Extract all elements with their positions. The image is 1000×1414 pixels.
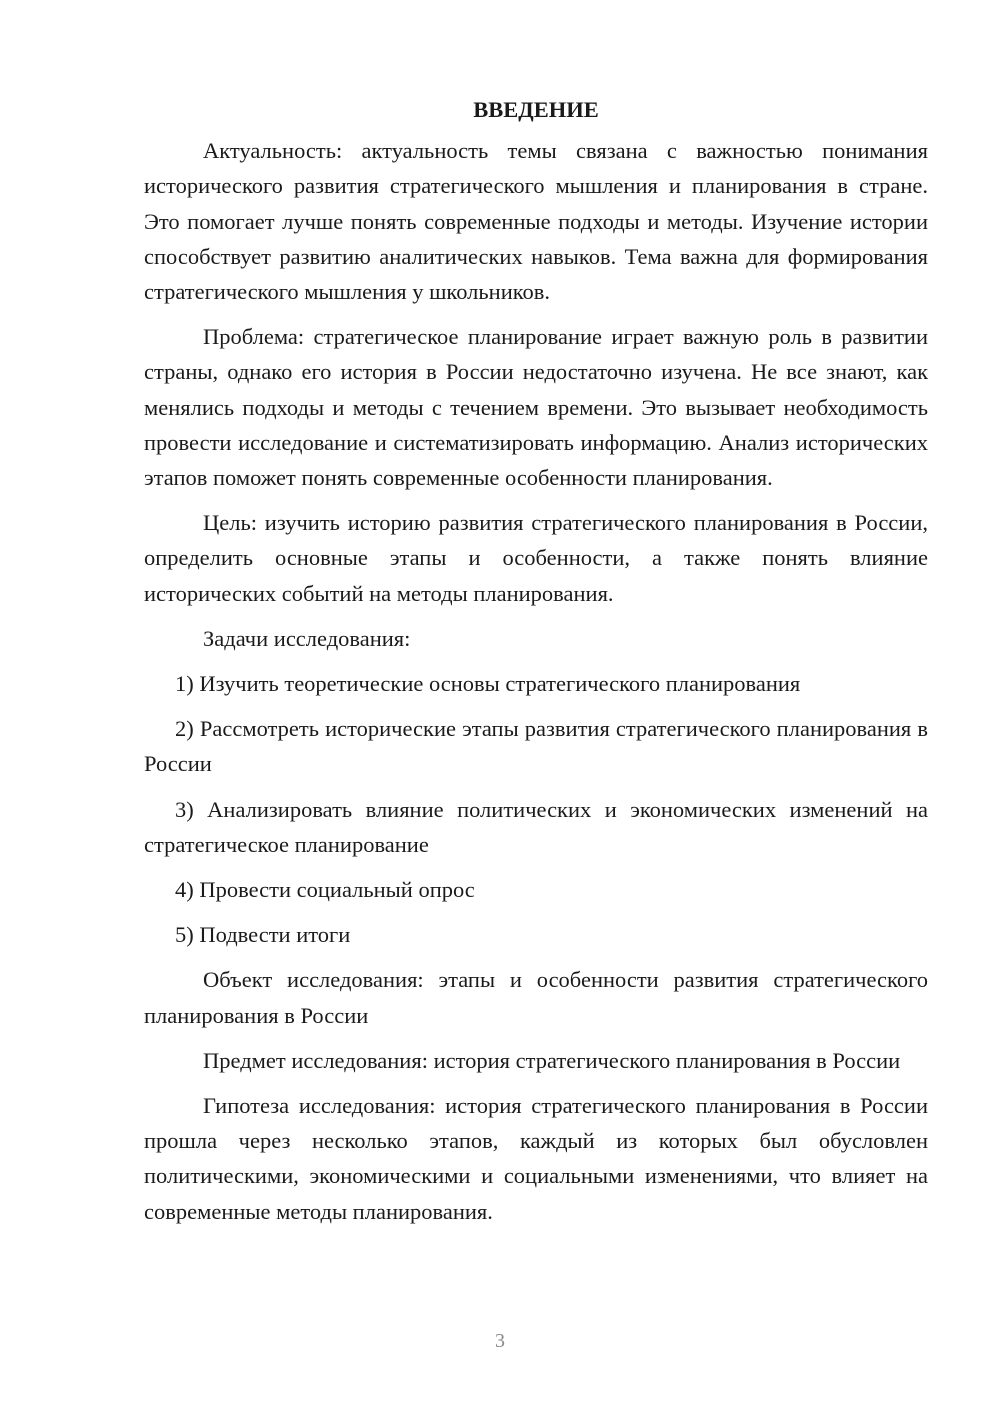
page-number: 3 [495, 1330, 505, 1352]
task-item: 4) Провести социальный опрос [175, 877, 475, 903]
paragraph-hypothesis: Гипотеза исследования: история стратегического планирования в России прошла через несколько этапов, каждый из которых был обусловлен политическими, экономическими и социальными изменениями, что влияет на современные методы планирования. [144, 1093, 928, 1224]
paragraph-object: Объект исследования: этапы и особенности развития стратегического планирования в России [144, 967, 928, 1028]
paragraph-subject: Предмет исследования: история стратегического планирования в России [203, 1047, 901, 1073]
task-item: 2) Рассмотреть исторические этапы развития стратегического планирования в России [144, 716, 928, 777]
paragraph-problem: Проблема: стратегическое планирование играет важную роль в развитии страны, однако его история в России недостаточно изучена. Не все знают, как менялись подходы и методы с течением времени. Это вызывает необходимость провести исследование и систематизировать информацию. Анализ исторических этапов поможет понять современные особенности планирования. [144, 324, 928, 491]
paragraph-goal: Цель: изучить историю развития стратегического планирования в России, определить основные этапы и особенности, а также понять влияние исторических событий на методы планирования. [144, 510, 928, 606]
paragraph-tasks-heading: Задачи исследования: [203, 625, 411, 651]
paragraph-relevance: Актуальность: актуальность темы связана с важностью понимания исторического развития стратегического мышления и планирования в стране. Это помогает лучше понять современные подходы и методы. Изучение истории способствует развитию аналитических навыков. Тема важна для формирования стратегического мышления у школьников. [144, 138, 928, 305]
document-body [144, 92, 928, 1239]
task-item: 3) Анализировать влияние политических и экономических изменений на стратегическое планирование [144, 796, 928, 857]
task-item: 1) Изучить теоретические основы стратегического планирования [175, 671, 801, 697]
task-item: 5) Подвести итоги [175, 922, 351, 948]
page-title: ВВЕДЕНИЕ [473, 97, 599, 122]
